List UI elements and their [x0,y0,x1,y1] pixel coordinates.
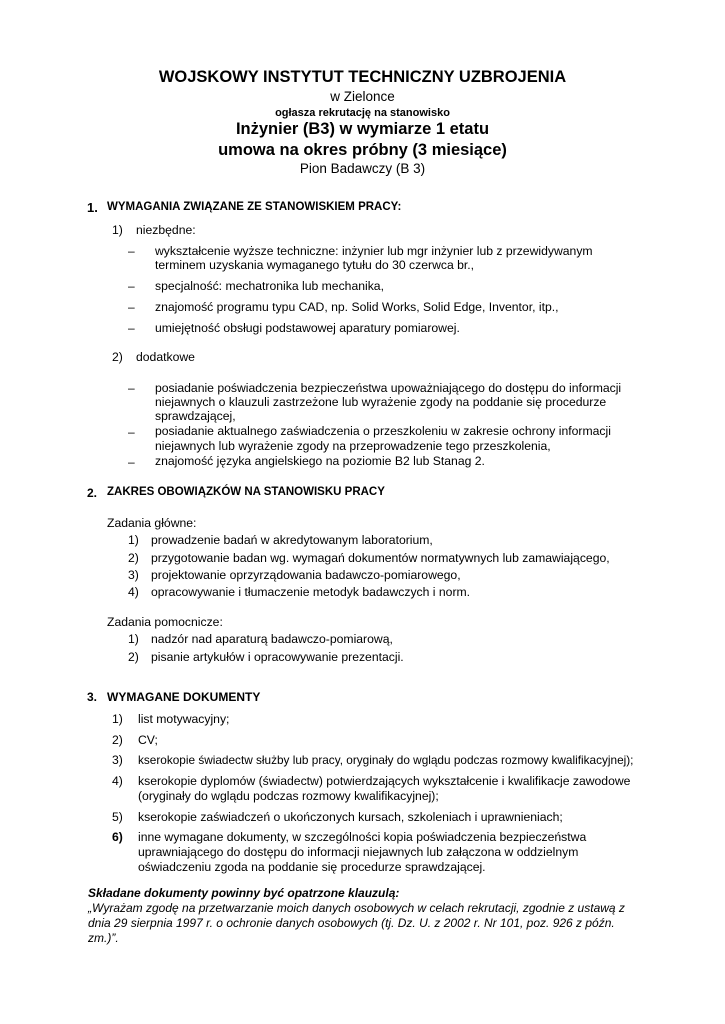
required-label: niezbędne: [136,223,196,237]
additional-item-3: znajomość języka angielskiego na poziomie B2 lub Stanag 2. [155,454,485,468]
document-number: 4) [112,774,123,788]
section3-number: 3. [87,690,98,704]
section2-title: ZAKRES OBOWIĄZKÓW NA STANOWISKU PRACY [107,486,385,498]
main-tasks-label: Zadania główne: [107,516,197,530]
main-task-2: przygotowanie badan wg. wymagań dokumentów normatywnych lub zamawiającego, [151,551,610,565]
document-item-6-line-2: uprawniającego do dostępu do informacji niejawnych lub załączona w oddzielnym [138,845,579,859]
clause-heading: Składane dokumenty powinny być opatrzone klauzulą: [88,886,400,900]
document-item-4-line-2: (oryginały do wglądu podczas rozmowy kwalifikacyjnej); [138,789,439,803]
additional-item-1-line-1: posiadanie poświadczenia bezpieczeństwa upoważniającego do dostępu do informacji [155,381,622,395]
document-number: 6) [112,830,123,844]
main-task-4: opracowywanie i tłumaczenie metodyk badawczych i norm. [151,585,471,599]
main-task-number: 4) [128,585,139,599]
document-number: 3) [112,753,123,767]
document-item-6-line-1: inne wymagane dokumenty, w szczególności kopia poświadczenia bezpieczeństwa [138,830,587,844]
document-number: 1) [112,712,123,726]
dash-icon: – [128,381,135,395]
document-number: 5) [112,810,123,824]
additional-item-2-line-2: niejawnych lub wyrażenie zgody na przeprowadzenie tego przeszkolenia, [155,439,551,453]
main-task-number: 2) [128,551,139,565]
aux-task-number: 2) [128,650,139,664]
contract-type: umowa na okres próbny (3 miesiące) [218,141,507,159]
document-item-5: kserokopie zaświadczeń o ukończonych kursach, szkoleniach i uprawnieniach; [138,810,563,824]
division-name: Pion Badawczy (B 3) [299,161,426,176]
document-number: 2) [112,733,123,747]
dash-icon: – [128,321,135,335]
dash-icon: – [128,300,135,314]
aux-task-2: pisanie artykułów i opracowywanie prezentacji. [151,650,404,664]
required-item-3: znajomość programu typu CAD, np. Solid Works, Solid Edge, Inventor, itp., [155,300,559,314]
institute-name: WOJSKOWY INSTYTUT TECHNICZNY UZBROJENIA [158,68,567,86]
document-item-6-line-3: oświadczeniu zgoda na poddanie się procedurze sprawdzającej. [138,860,486,874]
main-task-1: prowadzenie badań w akredytowanym laboratorium, [151,533,433,547]
document-item-1: list motywacyjny; [138,712,230,726]
required-item-1-line-2: terminem uzyskania wymaganego tytułu do 30 czerwca br., [155,258,475,272]
additional-label: dodatkowe [136,350,195,364]
additional-item-1-line-2: niejawnych o klauzuli zastrzeżone lub wyrażenie zgody na poddanie się procedurze [155,395,607,409]
dash-icon: – [128,244,135,258]
aux-task-number: 1) [128,632,139,646]
required-item-2: specjalność: mechatronika lub mechanika, [155,279,384,293]
additional-item-2-line-1: posiadanie aktualnego zaświadczenia o przeszkoleniu w zakresie ochrony informacji [155,424,611,438]
additional-number: 2) [112,350,123,364]
required-number: 1) [112,223,123,237]
document-item-4-line-1: kserokopie dyplomów (świadectw) potwierdzających wykształcenie i kwalifikacje zawodowe [138,774,631,788]
institute-city: w Zielonce [330,89,395,104]
dash-icon: – [128,455,135,469]
required-item-4: umiejętność obsługi podstawowej aparatury pomiarowej. [155,321,460,335]
main-task-3: projektowanie oprzyrządowania badawczo-pomiarowego, [151,568,461,582]
section2-number: 2. [87,486,98,500]
clause-text: „Wyrażam zgodę na przetwarzanie moich danych osobowych w celach rekrutacji, zgodnie z ustawą z dnia 29 sierpnia 1997 r. o ochronie danych osobowych (tj. Dz. U. z 2002 r. Nr 101, poz. 926 z późn. zm.)”. [88,901,625,945]
document-item-2: CV; [138,733,158,747]
aux-task-1: nadzór nad aparaturą badawczo-pomiarową, [151,632,393,646]
aux-tasks-label: Zadania pomocnicze: [107,615,223,629]
main-task-number: 1) [128,533,139,547]
main-task-number: 3) [128,568,139,582]
section1-title: WYMAGANIA ZWIĄZANE ZE STANOWISKIEM PRACY: [107,201,402,213]
position-title: Inżynier (B3) w wymiarze 1 etatu [235,120,490,138]
section1-number: 1. [87,200,98,215]
announcement-line: ogłasza rekrutację na stanowisko [275,107,450,119]
document-item-3: kserokopie świadectw służby lub pracy, oryginały do wglądu podczas rozmowy kwalifikacyjnej); [138,753,634,767]
dash-icon: – [128,425,135,439]
additional-item-1-line-3: sprawdzającej, [155,409,236,423]
dash-icon: – [128,279,135,293]
section3-title: WYMAGANE DOKUMENTY [107,690,261,704]
required-item-1-line-1: wykształcenie wyższe techniczne: inżynier lub mgr inżynier lub z przewidywanym [155,244,593,258]
